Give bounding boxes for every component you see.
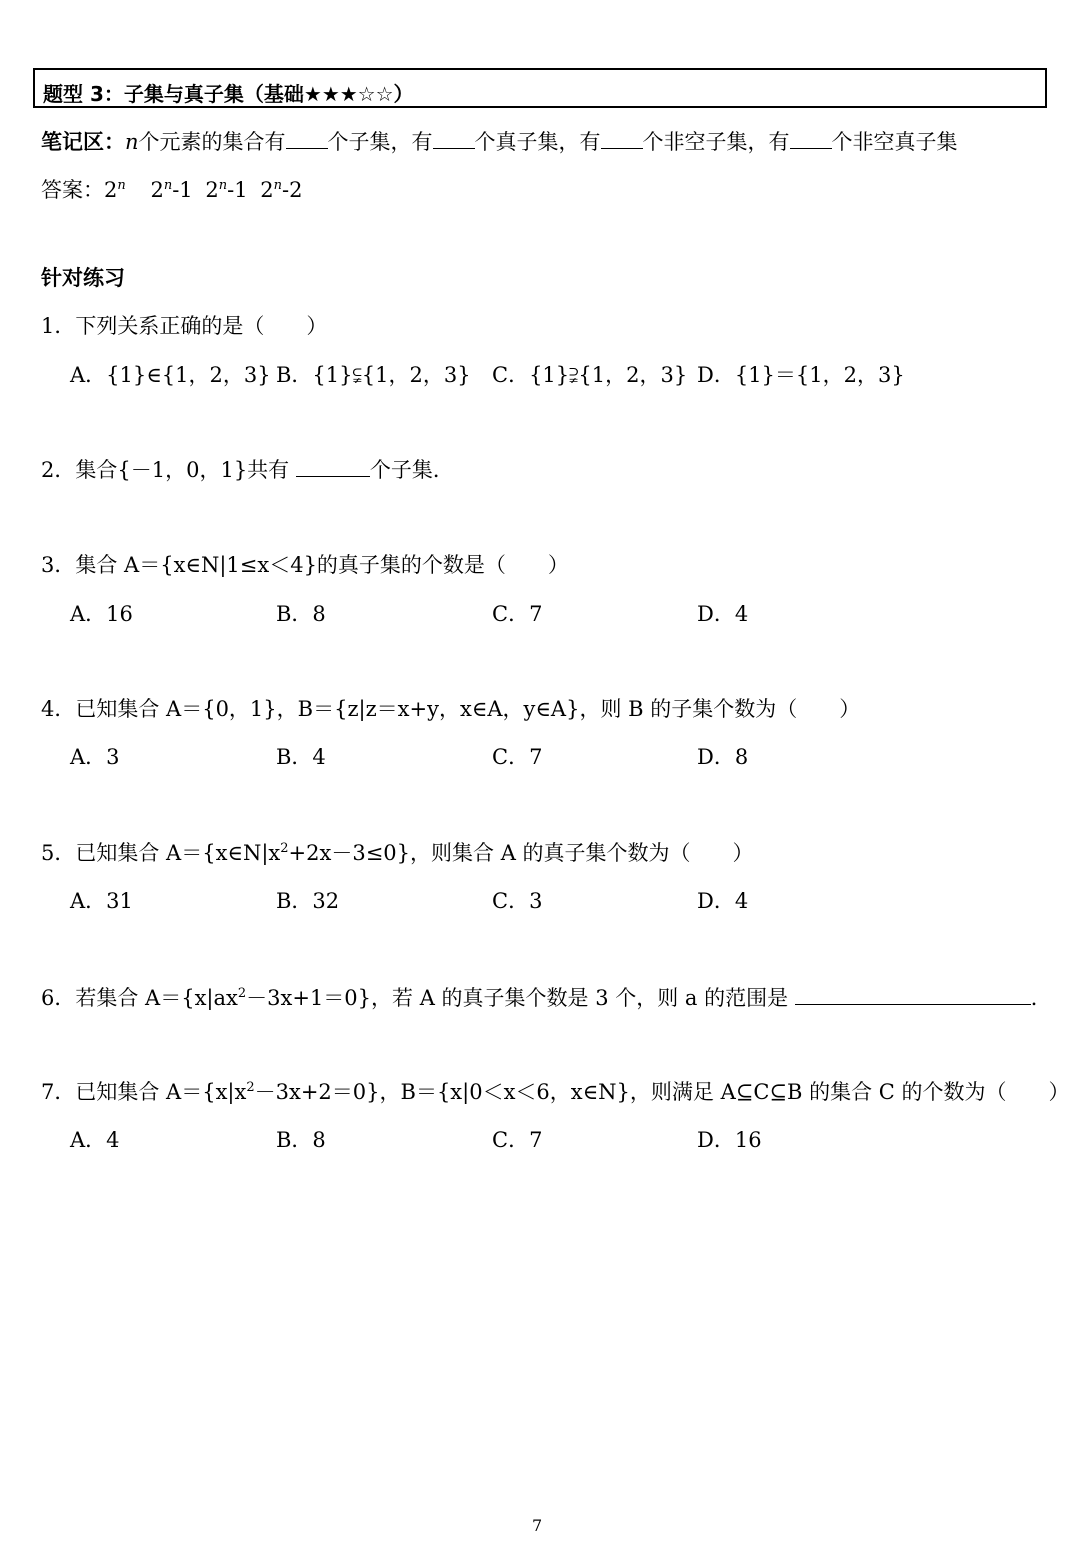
topic-close-paren: ）	[393, 82, 414, 106]
q1-option-d[interactable]: D．{1}＝{1，2，3}	[697, 363, 905, 387]
question-text: 集合{－1，0，1}共有	[75, 458, 296, 482]
question-text: 集合 A＝{x∈N|1≤x＜4}的真子集的个数是（ ）	[75, 553, 569, 577]
answer-4-suffix: -2	[282, 178, 303, 202]
question-text: 下列关系正确的是（ ）	[75, 314, 328, 338]
blank-proper-subsets[interactable]	[433, 128, 475, 149]
question-number: 6．	[41, 986, 76, 1010]
answer-1-exp: n	[117, 178, 126, 193]
q3-option-b[interactable]: B．8	[276, 602, 326, 626]
q5-option-d[interactable]: D．4	[697, 889, 749, 913]
question-text-tail: －3x+2＝0}，B＝{x|0＜x＜6，x∈N}，则满足 A⊆C⊆B 的集合 C 的个数为（ ）	[254, 1080, 1070, 1104]
q5-option-b[interactable]: B．32	[276, 889, 340, 913]
section-title: 针对练习	[41, 266, 125, 290]
notes-text-3: 个真子集，有	[474, 130, 601, 154]
q7-option-c[interactable]: C．7	[492, 1128, 543, 1152]
answer-2-exp: n	[163, 178, 173, 193]
question-3	[41, 551, 569, 579]
topic-label: 题型 3：子集与真子集（基础	[43, 82, 304, 106]
question-number: 1．	[41, 314, 76, 338]
question-text-tail: －3x+1＝0}，若 A 的真子集个数是 3 个，则 a 的范围是	[246, 986, 795, 1010]
answer-2-base: 2	[150, 178, 164, 202]
question-number: 5．	[41, 841, 76, 865]
answer-4-exp: n	[273, 178, 282, 193]
question-text-tail: 个子集．	[369, 458, 454, 482]
answer-4-base: 2	[260, 178, 274, 202]
q3-option-c[interactable]: C．7	[492, 602, 543, 626]
question-number: 2．	[41, 458, 76, 482]
exponent: 2	[280, 841, 289, 856]
page-number: 7	[532, 1516, 543, 1535]
q4-option-b[interactable]: B．4	[276, 745, 326, 769]
question-end-mark: ．	[1030, 986, 1052, 1010]
q1-option-b[interactable]: B．{1}⫋{1，2，3}	[276, 363, 471, 387]
notes-label: 笔记区：	[41, 130, 125, 154]
answer-1-base: 2	[104, 178, 118, 202]
answer-2-suffix: -1	[172, 178, 193, 202]
answer-blank[interactable]	[296, 456, 370, 477]
answer-blank[interactable]	[795, 984, 1031, 1005]
q4-option-a[interactable]: A．3	[70, 745, 120, 769]
question-2	[41, 456, 454, 484]
notes-text-1: 个元素的集合有	[138, 130, 286, 154]
question-text: 已知集合 A＝{x|x	[75, 1080, 247, 1104]
q3-option-a[interactable]: A．16	[70, 602, 133, 626]
q1-option-c[interactable]: C．{1}⫌{1，2，3}	[492, 363, 688, 387]
answer-3-suffix: -1	[227, 178, 248, 202]
answer-3-exp: n	[218, 178, 228, 193]
question-7	[41, 1078, 1070, 1106]
question-6	[41, 984, 1052, 1012]
question-5	[41, 839, 754, 867]
topic-header	[33, 68, 1047, 108]
question-text-tail: +2x－3≤0}，则集合 A 的真子集个数为（ ）	[288, 841, 754, 865]
notes-var-n: n	[125, 130, 139, 154]
q1-option-a[interactable]: A．{1}∈{1，2，3}	[70, 363, 271, 387]
question-number: 3．	[41, 553, 76, 577]
question-1	[41, 312, 327, 340]
question-4	[41, 695, 860, 723]
answer-line	[41, 176, 302, 204]
q3-option-d[interactable]: D．4	[697, 602, 749, 626]
q7-option-a[interactable]: A．4	[70, 1128, 120, 1152]
question-text: 若集合 A＝{x|ax	[75, 986, 238, 1010]
notes-text-5: 个非空真子集	[831, 130, 958, 154]
exponent: 2	[237, 986, 247, 1001]
answer-label: 答案：	[41, 178, 104, 202]
q7-option-b[interactable]: B．8	[276, 1128, 326, 1152]
blank-nonempty-proper-subsets[interactable]	[790, 128, 832, 149]
q7-option-d[interactable]: D．16	[697, 1128, 762, 1152]
notes-text-2: 个子集，有	[327, 130, 433, 154]
question-text: 已知集合 A＝{x∈N|x	[75, 841, 281, 865]
question-text: 已知集合 A＝{0，1}，B＝{z|z＝x+y，x∈A，y∈A}，则 B 的子集个数为（ ）	[75, 697, 861, 721]
notes-line	[41, 128, 958, 156]
q4-option-c[interactable]: C．7	[492, 745, 543, 769]
topic-title	[43, 78, 414, 107]
difficulty-stars: ★★★☆☆	[303, 82, 394, 106]
exponent: 2	[246, 1080, 255, 1095]
question-number: 7．	[41, 1080, 76, 1104]
q5-option-c[interactable]: C．3	[492, 889, 543, 913]
blank-nonempty-subsets[interactable]	[601, 128, 643, 149]
answer-3-base: 2	[205, 178, 219, 202]
question-number: 4．	[41, 697, 76, 721]
blank-subsets[interactable]	[286, 128, 328, 149]
q5-option-a[interactable]: A．31	[70, 889, 133, 913]
q4-option-d[interactable]: D．8	[697, 745, 749, 769]
notes-text-4: 个非空子集，有	[642, 130, 790, 154]
